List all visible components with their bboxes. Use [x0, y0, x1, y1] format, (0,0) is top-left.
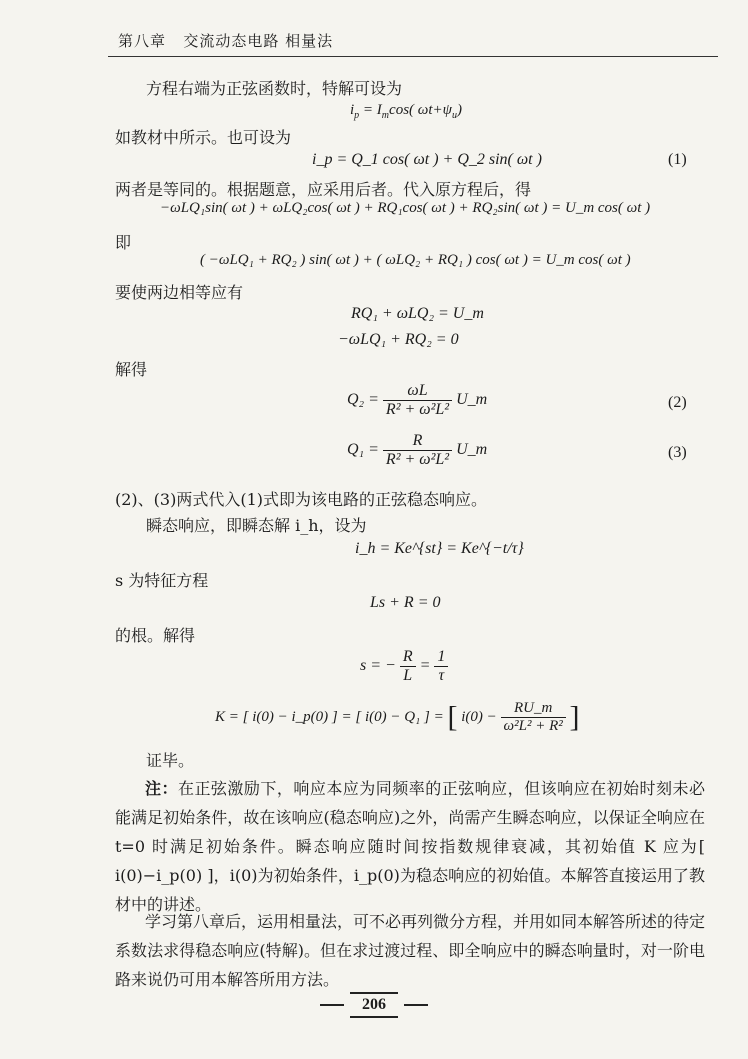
- equation-particular-cos: $i_p = I_m\cos$( $\omega t+\psi_u$): [350, 102, 462, 121]
- equation-1: i_p = Q_1 cos( ωt ) + Q_2 sin( ωt ): [312, 151, 542, 168]
- equation-number-3: (3): [668, 444, 687, 461]
- text-line: 瞬态响应，即瞬态解 i_h，设为: [146, 516, 367, 535]
- running-header: [118, 30, 333, 51]
- equation-characteristic: Ls + R = 0: [370, 594, 441, 611]
- equation-grouped: ( −ωLQ₁ + RQ₂ ) sin( ωt ) + ( ωLQ₂ + RQ₁ ) cos( ωt ) = U_m cos( ωt ): [200, 252, 631, 268]
- equation-K: K = [ i(0) − i_p(0) ] = [ i(0) − Q₁ ] = [ i(0) − $\frac{RU\_m}{\text{ω²L² + R²}}$ ]: [215, 700, 580, 734]
- text-line: 两者是等同的。根据题意，应采用后者。代入原方程后，得: [115, 180, 532, 199]
- page-number: 206: [350, 992, 398, 1018]
- equation-root: s = − $\frac{R}{L}$ = $\frac{1}{\tau}$: [360, 648, 448, 685]
- text-line: 解得: [115, 360, 148, 379]
- note-text: 在正弦激励下，响应本应为同频率的正弦响应，但该响应在初始时刻未必能满足初始条件，故在该响应(稳态响应)之外，尚需产生瞬态响应，以保证全响应在 t=0 时满足初始条件。瞬态响应随时间按指数规律衰减，其初始值 K 应为[ i(0)−i_p(0) ]，i(0)为初始条件，i_p(0)为稳态响应的初始值。本解答直接运用了教材中的讲述。: [115, 779, 705, 914]
- note-label: 注：: [145, 779, 178, 798]
- equation-number-1: (1): [668, 151, 687, 168]
- equation-transient: i_h = Ke^{st} = Ke^{−t/τ}: [355, 540, 524, 557]
- text-line: 的根。解得: [115, 626, 196, 645]
- text-line: (2)、(3)两式代入(1)式即为该电路的正弦稳态响应。: [115, 490, 487, 509]
- text-line: 如教材中所示。也可设为: [115, 128, 292, 147]
- note-paragraph: [115, 774, 705, 919]
- closing-paragraph: 学习第八章后，运用相量法，可不必再列微分方程，并用如同本解答所述的待定系数法求得稳态响应(特解)。但在求过渡过程、即全响应中的瞬态响量时，对一阶电路来说仍可用本解答所用方法。: [115, 912, 706, 989]
- text-line: s 为特征方程: [115, 571, 209, 590]
- page-footer: [0, 992, 748, 1018]
- text-line: 要使两边相等应有: [115, 283, 244, 302]
- equation-3: Q₁ = $\frac{R}{\text{R² + ω²L²}}$ U_m: [347, 432, 488, 468]
- text-line: 方程右端为正弦函数时，特解可设为: [146, 79, 403, 98]
- equation-number-2: (2): [668, 394, 687, 411]
- text-line: 即: [115, 233, 132, 252]
- equation-system-a: RQ₁ + ωLQ₂ = U_m: [351, 305, 484, 322]
- equation-2: Q₂ = $\frac{\omega L}{\text{R² + ω²L²}}$ U_m: [347, 382, 488, 418]
- equation-substituted: −ωLQ₁sin( ωt ) + ωLQ₂cos( ωt ) + RQ₁cos( ωt ) + RQ₂sin( ωt ) = U_m cos( ωt ): [160, 200, 651, 216]
- header-rule: [108, 56, 718, 57]
- equation-system-b: −ωLQ₁ + RQ₂ = 0: [338, 331, 459, 348]
- chapter-label: 第八章: [118, 32, 167, 50]
- text-line: 证毕。: [146, 751, 195, 770]
- chapter-title: 交流动态电路 相量法: [183, 32, 334, 50]
